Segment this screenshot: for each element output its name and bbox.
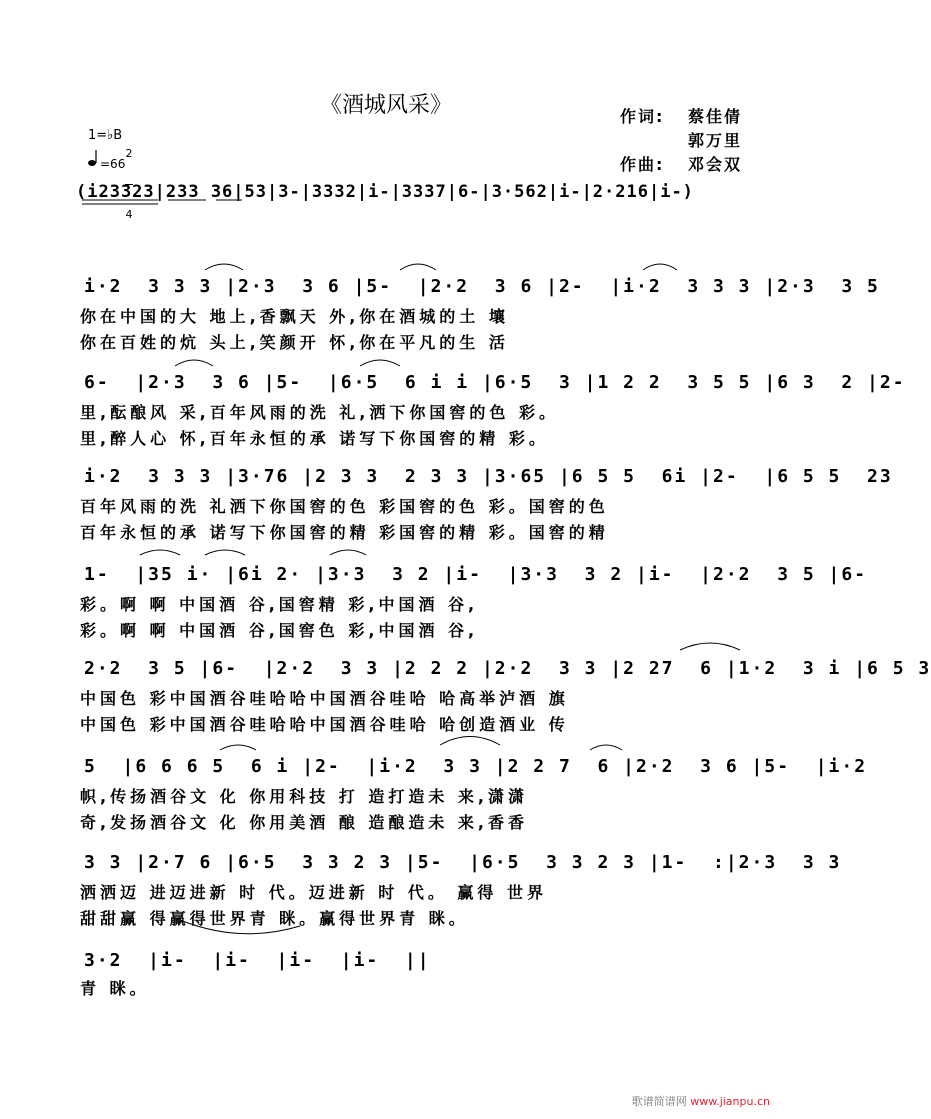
- lyrics-row-8-verse-1: 青 眯。: [80, 979, 150, 998]
- composer-label: 作曲:: [620, 155, 665, 174]
- lyrics-row-5-verse-1: 中国色 彩中国酒谷哇哈哈中国酒谷哇哈 哈高举泸酒 旗: [80, 689, 569, 708]
- notation-row-intro: (i23323|233 36|53|3-|3332|i-|3337|6-|3·562|i-|2·216|i-): [76, 182, 694, 202]
- lyrics-row-7-verse-2: 甜甜赢 得赢得世界青 眯。赢得世界青 眯。: [80, 909, 469, 928]
- key-signature: 1=♭B: [88, 128, 123, 143]
- tempo-marking: =66: [100, 157, 126, 171]
- notation-row-1: i·2 3 3 3 |2·3 3 6 |5- |2·2 3 6 |2- |i·2 3 3 3 |2·3 3 5: [84, 276, 880, 297]
- notation-row-4: 1- |35 i· |6i 2· |3·3 3 2 |i- |3·3 3 2 |i- |2·2 3 5 |6-: [84, 564, 868, 585]
- lyricist-1: 蔡佳倩: [688, 107, 743, 126]
- meter-bottom: 4: [125, 208, 133, 221]
- lyrics-row-2-verse-2: 里,醉人心 怀,百年永恒的承 诺写下你国窖的精 彩。: [80, 429, 549, 448]
- lyrics-row-3-verse-2: 百年永恒的承 诺写下你国窖的精 彩国窖的精 彩。国窖的精: [80, 523, 609, 542]
- lyrics-row-4-verse-1: 彩。啊 啊 中国酒 谷,国窖精 彩,中国酒 谷,: [80, 595, 479, 614]
- meter-top: 2: [125, 147, 133, 160]
- lyrics-row-1-verse-2: 你在百姓的炕 头上,笑颜开 怀,你在平凡的生 活: [80, 333, 509, 352]
- lyrics-row-7-verse-1: 洒洒迈 进迈进新 时 代。迈进新 时 代。 赢得 世界: [80, 883, 547, 902]
- lyricist-2: 郭万里: [688, 131, 743, 150]
- lyrics-row-2-verse-1: 里,酝酿风 采,百年风雨的洗 礼,洒下你国窖的色 彩。: [80, 403, 559, 422]
- watermark: [632, 1093, 770, 1109]
- notation-row-8: 3·2 |i- |i- |i- |i- ||: [84, 950, 431, 971]
- lyrics-row-3-verse-1: 百年风雨的洗 礼洒下你国窖的色 彩国窖的色 彩。国窖的色: [80, 497, 609, 516]
- lyrics-row-4-verse-2: 彩。啊 啊 中国酒 谷,国窖色 彩,中国酒 谷,: [80, 621, 479, 640]
- notation-row-5: 2·2 3 5 |6- |2·2 3 3 |2 2 2 |2·2 3 3 |2 27 6 |1·2 3 i |6 5 3: [84, 658, 931, 679]
- song-title: 《酒城风采》: [320, 93, 453, 118]
- notation-row-2: 6- |2·3 3 6 |5- |6·5 6 i i |6·5 3 |1 2 2 3 5 5 |6 3 2 |2-: [84, 372, 906, 393]
- notation-row-6: 5 |6 6 6 5 6 i |2- |i·2 3 3 |2 2 7 6 |2·2 3 6 |5- |i·2: [84, 756, 868, 777]
- watermark-url: www.jianpu.cn: [690, 1095, 770, 1108]
- lyrics-row-6-verse-2: 奇,发扬酒谷文 化 你用美酒 酿 造酿造未 来,香香: [80, 813, 529, 832]
- notation-row-3: i·2 3 3 3 |3·76 |2 3 3 2 3 3 |3·65 |6 5 5 6i |2- |6 5 5 23: [84, 466, 893, 487]
- notation-row-7: 3 3 |2·7 6 |6·5 3 3 2 3 |5- |6·5 3 3 2 3 |1- :|2·3 3 3: [84, 852, 842, 873]
- lyricist-label: 作词:: [620, 107, 665, 126]
- lyrics-row-6-verse-1: 帜,传扬酒谷文 化 你用科技 打 造打造未 来,潇潇: [80, 787, 529, 806]
- watermark-text: 歌谱简谱网: [631, 1095, 687, 1108]
- composer: 邓会双: [688, 155, 743, 174]
- lyrics-row-1-verse-1: 你在中国的大 地上,香飘天 外,你在酒城的土 壤: [80, 307, 509, 326]
- lyrics-row-5-verse-2: 中国色 彩中国酒谷哇哈哈中国酒谷哇哈 哈创造酒业 传: [80, 715, 569, 734]
